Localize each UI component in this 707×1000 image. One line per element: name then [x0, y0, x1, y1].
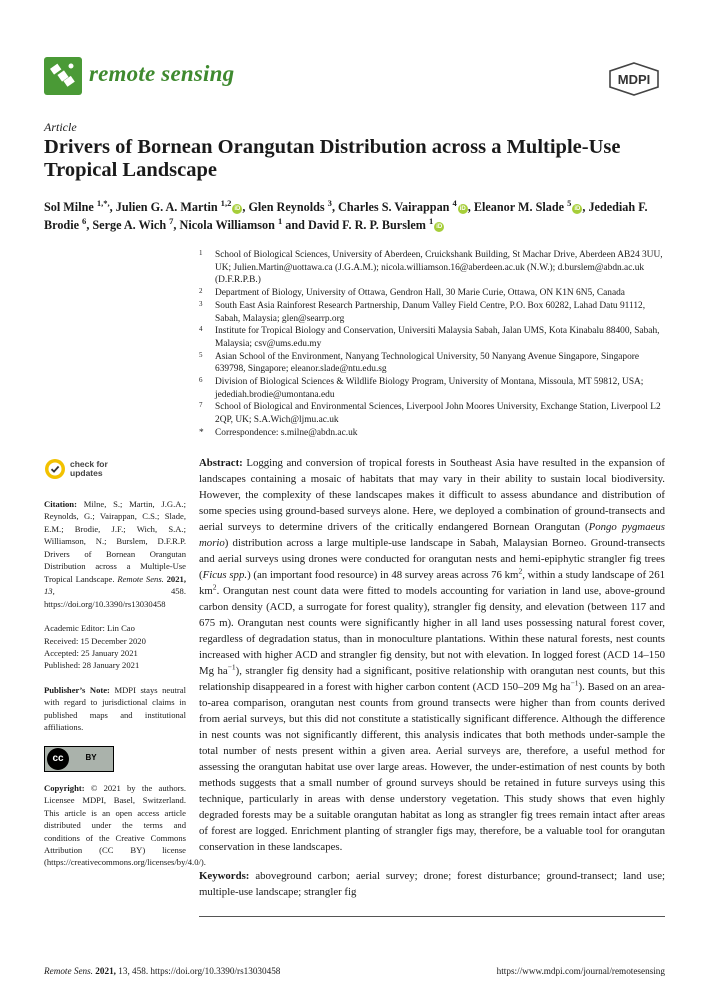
abstract-text-5: . Orangutan nest count data were fitted to models accounting for variation in land use, above-ground carbon density (ACD, a surrogate for forest quality), strangler fig density, and elevation (between 117 and 675 m). Orangutan nest counts were significantly higher in all land uses possessing natural forest cover, regardless of degradation status, than in monoculture plantations. Within these natural forests, nest counts increased with higher ACD and strangler fig density, but not with elevation. In logged forest (ACD 14–150 Mg ha: [199, 585, 665, 677]
author-affiliation-sup: 1,*,: [96, 197, 110, 208]
affiliation-text: Division of Biological Sciences & Wildlife Biology Program, University of Montana, Missoula, MT 59812, USA; jedediah.brodie@umontana.edu: [215, 377, 644, 400]
author-name-text: Sol Milne: [44, 200, 94, 214]
abstract-text-2: ) distribution across a large multiple-use landscape in Sabah, Malaysian Borneo. Ground-transects and aerial surveys using drones were conducted for orangutan nests and hemi-epiphytic strangler fig trees (: [199, 537, 665, 581]
affiliation-item: [199, 401, 669, 426]
author-name-text: Jedediah F. Brodie: [44, 200, 648, 232]
correspondence: [199, 427, 669, 440]
author-name-text: David F. R. P. Burslem: [307, 217, 426, 232]
footer-citation: [44, 966, 280, 976]
footer-journal-url[interactable]: https://www.mdpi.com/journal/remotesensing: [496, 966, 665, 976]
satellite-icon: [44, 57, 82, 95]
keywords-label: Keywords:: [199, 870, 250, 882]
copyright-label: Copyright:: [44, 782, 85, 793]
author-affiliation-sup: 1: [277, 215, 283, 226]
footer-year: 2021,: [95, 966, 116, 976]
academic-editor: Academic Editor: Lin Cao: [44, 623, 135, 634]
abstract-text-4: , within a study landscape of 261 km: [199, 569, 665, 597]
author-affiliation-sup: 1,2: [220, 197, 232, 208]
publisher-note-text: MDPI stays neutral with regard to jurisdictional claims in published maps and institutional affiliations.: [44, 684, 186, 733]
cc-by-license-badge[interactable]: [44, 746, 114, 772]
author-name[interactable]: [307, 215, 444, 232]
citation-label: Citation:: [44, 499, 77, 509]
check-updates-line2: updates: [70, 468, 103, 478]
abstract-sup-sq2: 2: [212, 582, 217, 592]
footer-doi-link[interactable]: 13, 458. https://doi.org/10.3390/rs13030458: [118, 966, 281, 976]
author-name-text: Charles S. Vairappan: [338, 200, 450, 214]
check-updates-label: [70, 460, 108, 478]
author-name[interactable]: [115, 197, 243, 214]
copyright-text: © 2021 by the authors. Licensee MDPI, Basel, Switzerland. This article is an open access article distributed under the terms and conditions of the Creative Commons Attribution (CC BY) license (https://creativecommons.org/licenses/by/4.0/).: [44, 782, 206, 868]
affiliation-item: [199, 351, 669, 376]
author-affiliation-sup: 3: [327, 197, 332, 208]
affiliation-number: 4: [199, 325, 203, 334]
author-name[interactable]: [473, 197, 582, 214]
keywords: [199, 868, 665, 900]
author-name[interactable]: [248, 197, 332, 214]
affiliation-item: [199, 300, 669, 325]
author-affiliation-sup: 7: [169, 215, 174, 226]
author-name-text: Nicola Williamson: [179, 217, 275, 232]
check-updates-icon: [44, 458, 66, 480]
affiliation-item: [199, 249, 669, 287]
published-date: Published: 28 January 2021: [44, 660, 140, 671]
abstract-label: Abstract:: [199, 457, 243, 469]
author-name-text: Serge A. Wich: [92, 217, 167, 232]
article-type: Article: [44, 120, 77, 134]
author-name[interactable]: [338, 197, 468, 214]
citation-journal: Remote Sens.: [117, 573, 164, 584]
affiliation-text: Department of Biology, University of Ottawa, Gendron Hall, 30 Marie Curie, Ottawa, ON K1N 6N5, Canada: [215, 288, 625, 299]
correspondence-text[interactable]: Correspondence: s.milne@abdn.ac.uk: [215, 427, 358, 438]
affiliations: [199, 249, 669, 440]
abstract-text-7: ). Based on an area-to-area comparison, orangutan nest counts from ground transects were higher than from counts derived from aerial surveys, but this did not constitute a statistically significant difference. Although the difference in nest counts was not significantly different, this analysis indicates that both methods under-sample the total number of nests present within a given area. Aerial surveys are, therefore, a useful method for assessing the orangutan habitat use over large areas. However, the under-estimation of nest counts by both methods suggests that a small number of ground surveys should be retained in future surveys using this technique, particularly in areas with dense understory vegetation. This study shows that even highly degraded forests may be a suitable orangutan habitat as long as strangler fig trees remain intact after areas of forest are logged. Enrichment planting of strangler figs may, therefore, be a valuable tool for orangutan conservation in these landscapes.: [199, 681, 665, 853]
affiliation-text: School of Biological and Environmental Sciences, Liverpool John Moores University, Exchange Station, Liverpool L2 2QP, UK; S.A.Wich@ljmu.ac.uk: [215, 402, 661, 426]
abstract-sup-sq1: 2: [518, 566, 523, 576]
citation-year: 2021,: [166, 573, 186, 584]
affiliation-item: [199, 325, 669, 350]
affiliation-number: 7: [199, 401, 203, 410]
orcid-icon[interactable]: iD: [459, 206, 466, 212]
author-name[interactable]: [44, 197, 110, 214]
abstract: [199, 455, 665, 855]
keywords-text: aboveground carbon; aerial survey; drone; forest disturbance; ground-transect; land use; multiple-use landscape; strangler fig: [199, 870, 665, 898]
correspondence-mark: *: [199, 427, 204, 438]
abstract-text-1: Logging and conversion of tropical forests in Southeast Asia have resulted in the expansion of landscapes containing a mosaic of habitats that may vary in their ability to sustain local biodiversity. However, the complexity of these landscapes makes it difficult to assess abundance and distribution of some species using ground-based surveys alone. Here, we deployed a combination of ground-transects and aerial surveys to determine drivers of the critically endangered Bornean Orangutan (: [199, 457, 665, 533]
author-name-text: Eleanor M. Slade: [473, 200, 565, 214]
citation-volume: 13,: [44, 586, 55, 597]
journal-name[interactable]: remote sensing: [89, 61, 235, 86]
divider: [199, 916, 665, 917]
affiliation-number: 6: [199, 376, 203, 385]
check-updates-line1: check for: [70, 459, 108, 469]
affiliation-number: 3: [199, 299, 203, 308]
abstract-text-6: ), strangler fig density had a significant, positive relationship with orangutan nest counts, but this relationship disappeared in a forest with higher carbon content (ACD 150–209 Mg ha: [199, 665, 666, 693]
citation-doi-link[interactable]: 458. https://doi.org/10.3390/rs13030458: [44, 586, 186, 609]
orcid-icon[interactable]: iD: [574, 206, 581, 212]
received-date: Received: 15 December 2020: [44, 635, 146, 646]
article-title: Drivers of Bornean Orangutan Distribution across a Multiple-Use Tropical Landscape: [44, 136, 621, 181]
affiliation-item: [199, 287, 669, 300]
author-affiliation-sup: 4: [452, 197, 457, 208]
check-for-updates-button[interactable]: [44, 458, 186, 480]
author-name[interactable]: [92, 215, 174, 232]
cc-by-label: BY: [85, 753, 97, 763]
cc-icon: cc: [47, 748, 69, 770]
author-conjunction: and: [285, 217, 305, 232]
author-name[interactable]: [179, 215, 283, 232]
abstract-sup-neg1: −1: [227, 662, 236, 672]
affiliation-number: 5: [199, 350, 203, 359]
citation-text: Milne, S.; Martin, J.G.A.; Reynolds, G.; Vairappan, C.S.; Slade, E.M.; Brodie, J.F.; Wich, S.A.; Williamson, N.; Burslem, D.F.R.P. Drivers of Bornean Orangutan Distribution across a Multiple-Use Tropical Landscape.: [44, 499, 186, 584]
author-name-text: Julien G. A. Martin: [115, 200, 218, 214]
mdpi-logo[interactable]: [608, 62, 660, 96]
affiliation-text: School of Biological Sciences, University of Aberdeen, Cruickshank Building, St Machar Drive, Aberdeen AB24 3UU, UK; Julien.Martin@uottawa.ca (J.G.A.M.); nicola.williamson.16@aberdeen.ac.uk (N.W.); d.burslem@abdn.ac.uk (D.F.R.P.B.): [215, 250, 663, 286]
author-affiliation-sup: 5: [567, 197, 572, 208]
affiliation-item: [199, 376, 669, 401]
affiliation-text: Institute for Tropical Biology and Conservation, Universiti Malaysia Sabah, Jalan UMS, Kota Kinabalu 88400, Sabah, Malaysia; csv@ums.edu.my: [215, 326, 660, 349]
abstract-ficus: Ficus spp.: [202, 569, 248, 581]
abstract-sup-neg2: −1: [570, 678, 579, 688]
affiliation-text: South East Asia Rainforest Research Partnership, Danum Valley Field Centre, P.O. Box 60282, Lahad Datu 91112, Sabah, Malaysia; glen@searrp.org: [215, 300, 646, 324]
orcid-icon[interactable]: iD: [234, 206, 241, 212]
author-affiliation-sup: 1: [428, 215, 434, 226]
copyright-block: [44, 782, 206, 869]
abstract-species: Pongo pygmaeus morio: [199, 521, 665, 549]
publisher-note-label: Publisher’s Note:: [44, 684, 110, 695]
mdpi-logo-text: MDPI: [617, 72, 651, 87]
affiliation-text: Asian School of the Environment, Nanyang Technological University, 50 Nanyang Avenue Singapore, Singapore 639798, Singapore; eleanor.slade@ntu.edu.sg: [215, 351, 640, 375]
accepted-date: Accepted: 25 January 2021: [44, 647, 138, 658]
author-name-text: Glen Reynolds: [248, 200, 325, 214]
author-affiliation-sup: 6: [82, 215, 87, 226]
dates-block: [44, 622, 186, 672]
orcid-icon[interactable]: iD: [436, 223, 443, 230]
sidebar: [44, 458, 206, 881]
citation-block: [44, 498, 186, 610]
footer-journal: Remote Sens.: [44, 966, 93, 976]
publisher-note-block: [44, 684, 186, 734]
abstract-text-3: ) (an important food resource) in 48 survey areas across 76 km: [247, 569, 519, 581]
affiliation-number: 1: [199, 249, 203, 257]
author-list: Sol Milne $^{1,*,}$, Julien G. A. Martin $^{1,2}$iD , Glen Reynolds $^3$, Charles S. Vairappan $^4$iD , Eleanor M. Slade $^5$iD , Jedediah F. Brodie $^6$, Serge A. Wich $^7$, Nicola Williamson $^1$ and David F. R. P. Burslem $^1$iD: [44, 197, 648, 232]
affiliation-number: 2: [199, 287, 203, 296]
